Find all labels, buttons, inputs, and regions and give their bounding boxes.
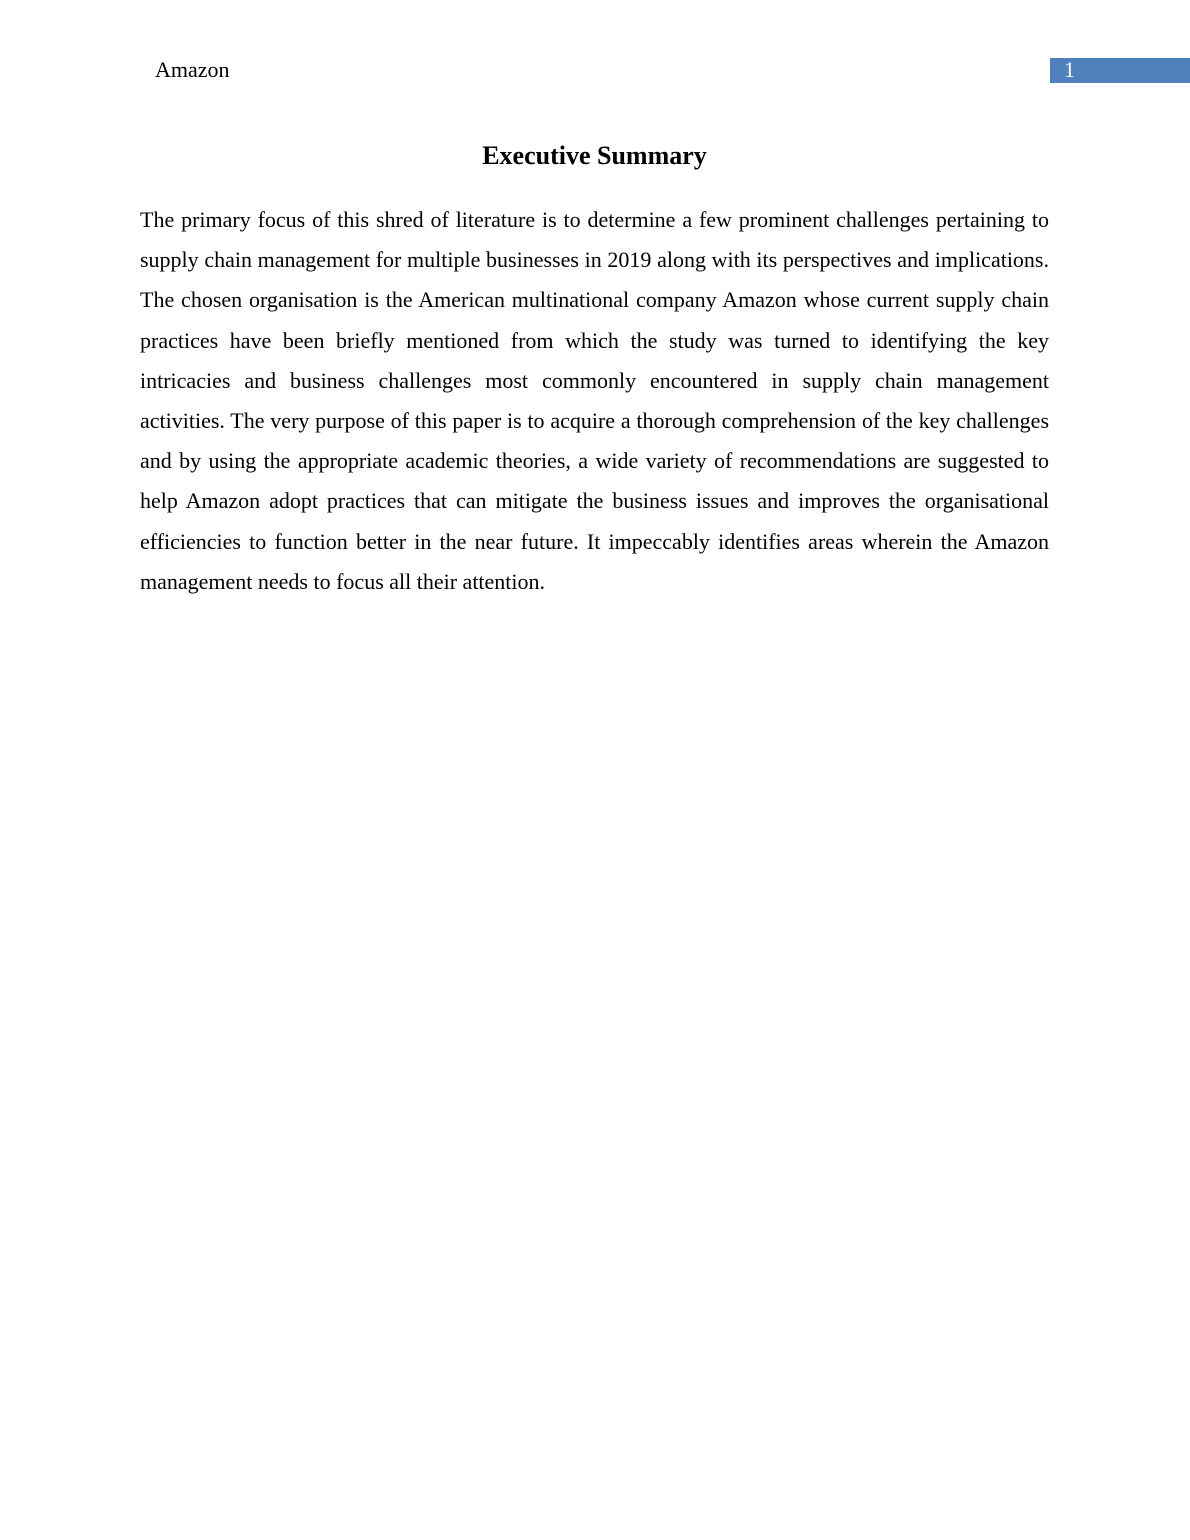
page-number-bar (1050, 58, 1190, 83)
section-heading: Executive Summary (482, 141, 707, 170)
executive-summary-paragraph: The primary focus of this shred of literature is to determine a few prominent challenges pertaining to supply chain management for multiple businesses in 2019 along with its perspectives and implications. The chosen organisation is the American multinational company Amazon whose current supply chain practices have been briefly mentioned from which the study was turned to identifying the key intricacies and business challenges most commonly encountered in supply chain management activities. The very purpose of this paper is to acquire a thorough comprehension of the key challenges and by using the appropriate academic theories, a wide variety of recommendations are suggested to help Amazon adopt practices that can mitigate the business issues and improves the organisational efficiencies to function better in the near future. It impeccably identifies areas wherein the Amazon management needs to focus all their attention. (140, 207, 1049, 594)
page-number: 1 (1064, 57, 1075, 82)
running-header-title: Amazon (155, 57, 230, 82)
